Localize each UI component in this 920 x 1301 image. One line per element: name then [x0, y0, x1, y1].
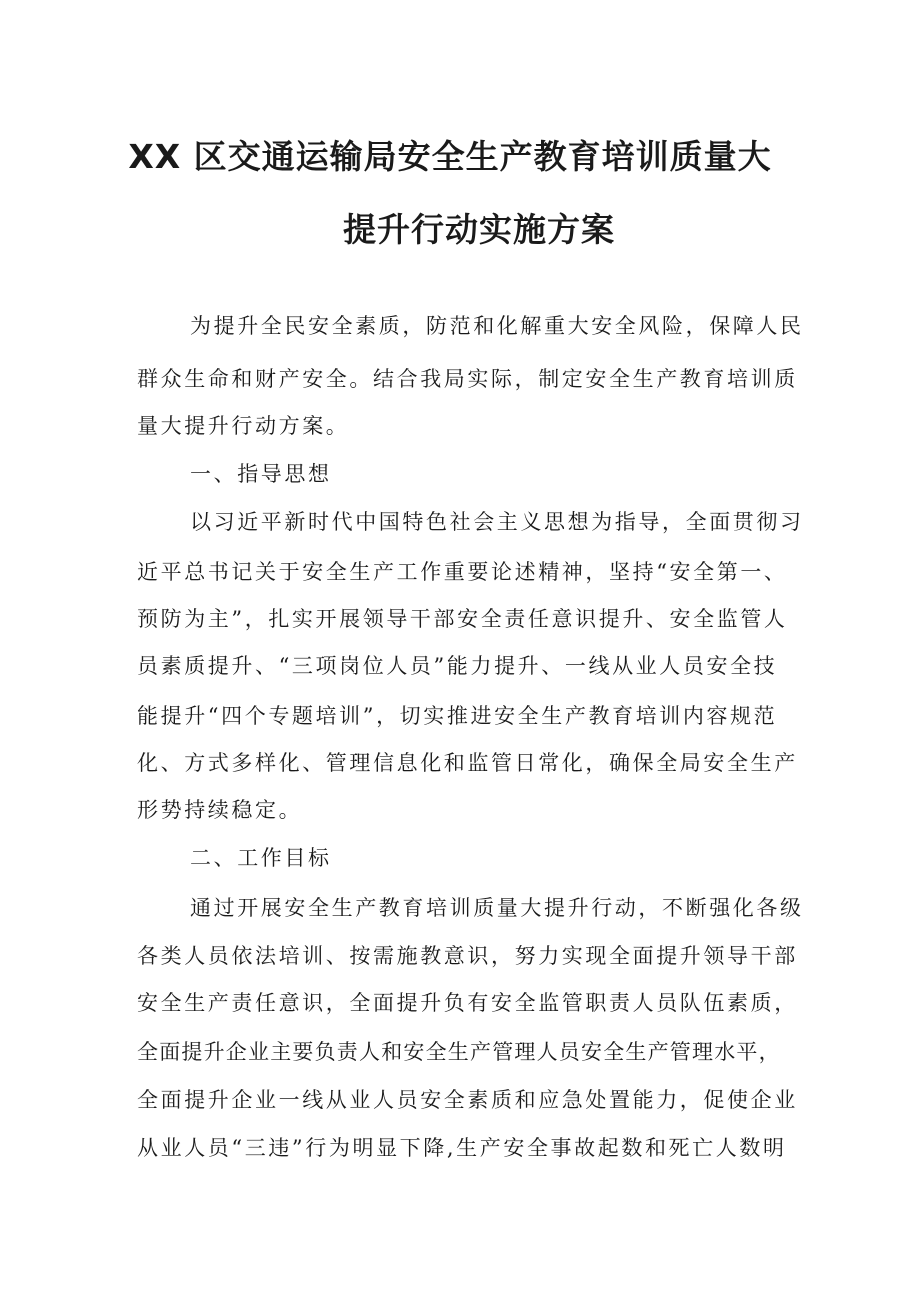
section1-line: 化、方式多样化、管理信息化和监管日常化，确保全局安全生产: [137, 751, 798, 775]
intro-line: 群众生命和财产安全。结合我局实际，制定安全生产教育培训质: [137, 367, 798, 391]
section-heading-guiding-ideology: 一、指导思想: [190, 462, 332, 486]
intro-line: 为提升全民安全素质，防范和化解重大安全风险，保障人民: [190, 314, 804, 338]
section1-line: 员素质提升、“三项岗位人员”能力提升、一线从业人员安全技: [137, 654, 778, 678]
section2-line: 全面提升企业一线从业人员安全素质和应急处置能力，促使企业: [137, 1088, 798, 1112]
document-title-line-2: 提升行动实施方案: [343, 210, 615, 249]
section1-line: 预防为主”，扎实开展领导干部安全责任意识提升、安全监管人: [137, 607, 788, 631]
section1-line: 形势持续稳定。: [137, 798, 303, 822]
section-heading-work-goals: 二、工作目标: [190, 846, 332, 870]
section2-line: 从业人员“三违”行为明显下降,生产安全事故起数和死亡人数明: [137, 1136, 787, 1160]
section2-line: 通过开展安全生产教育培训质量大提升行动，不断强化各级: [190, 896, 804, 920]
section1-line: 近平总书记关于安全生产工作重要论述精神，坚持“安全第一、: [137, 560, 788, 584]
section2-line: 安全生产责任意识，全面提升负有安全监管职责人员队伍素质，: [137, 991, 798, 1015]
intro-line: 量大提升行动方案。: [137, 414, 350, 438]
section2-line: 各类人员依法培训、按需施教意识，努力实现全面提升领导干部: [137, 944, 798, 968]
document-title-line-1: XX 区交通运输局安全生产教育培训质量大: [128, 137, 772, 176]
section1-line: 以习近平新时代中国特色社会主义思想为指导，全面贯彻习: [190, 510, 804, 534]
section1-line: 能提升“四个专题培训”，切实推进安全生产教育培训内容规范: [137, 704, 778, 728]
section2-line: 全面提升企业主要负责人和安全生产管理人员安全生产管理水平，: [137, 1040, 781, 1064]
